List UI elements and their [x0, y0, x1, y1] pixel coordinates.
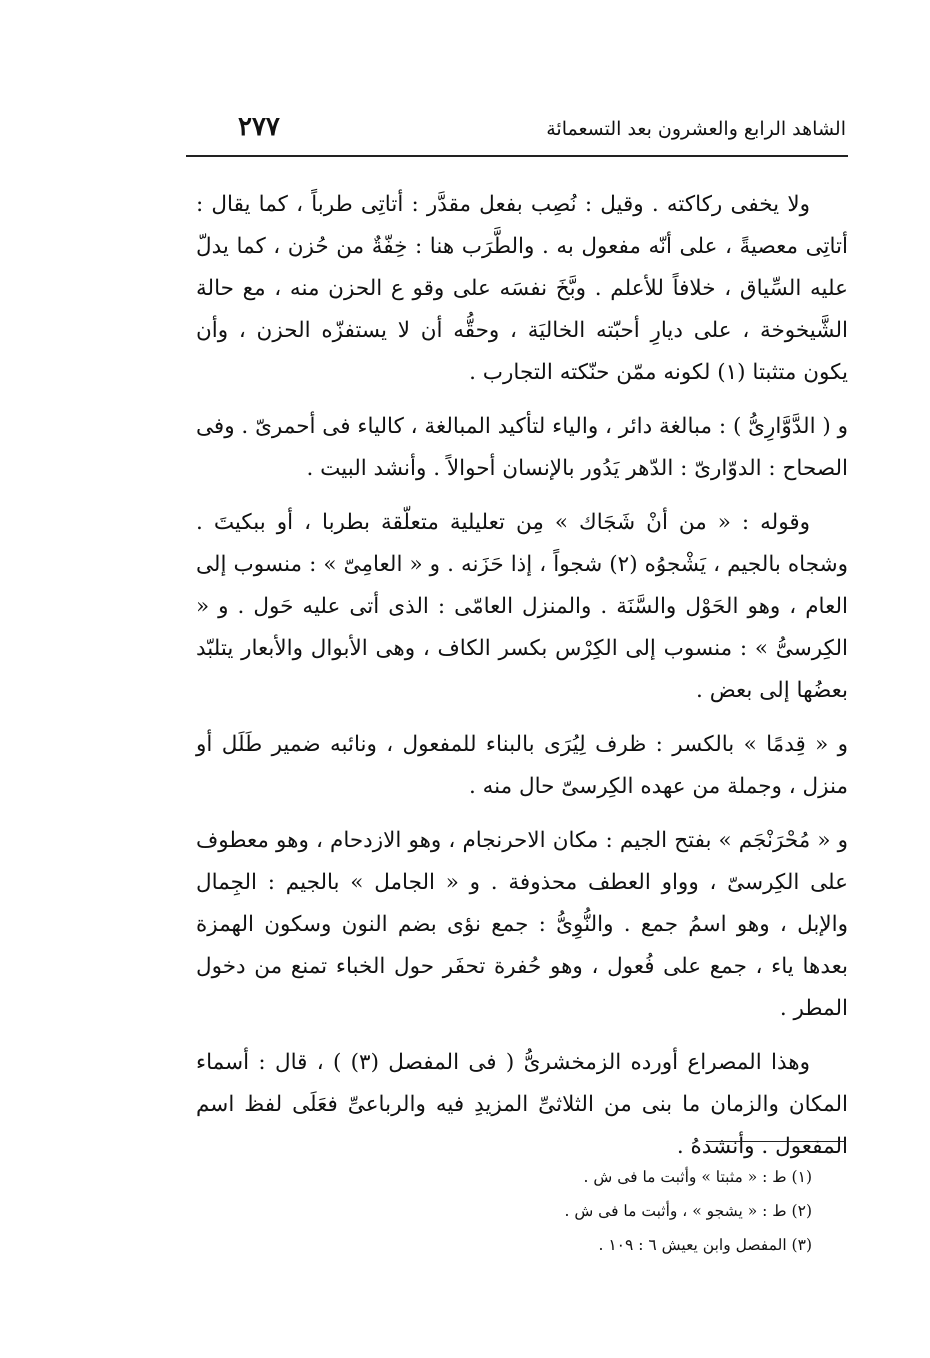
page-header: [186, 112, 846, 152]
footnote: (٣) المفصل وابن يعيش ٦ : ١٠٩ .: [598, 1236, 812, 1254]
paragraph: ولا يخفى ركاكته . وقيل : نُصِب بفعل مقدَّر : أتاتِى طرباً ، كما يقال : أتاتِى معصيةً ، على أنّه مفعول به . والطَّرَب هنا : خِفّةٌ من حُزن ، كما يدلّ عليه السِّياق ، خلافاً للأعلم . وبَّخَ نفسَه على وقو ع الحزن منه ، مع حالة الشَّيخوخة ، على ديارِ أحبّته الخاليَة ، وحقُّه أن لا يستفزّه الحزن ، وأن يكون متثبتا (١) لكونه ممّن حنّكته التجارب .: [196, 192, 848, 385]
main-text: [196, 184, 848, 1180]
footnotes: [300, 1160, 812, 1262]
paragraph: وهذا المصراع أورده الزمخشرىُّ ( فى المفصل (٣) ) ، قال : أسماء المكان والزمان ما بنى من الثلاثىِّ المزيدِ فيه والرباعىِّ فعَلَى لفظ اسم المفعول . وأنشدهُ .: [196, 1050, 848, 1159]
paragraph: وقوله : « من أنْ شَجَاك » مِن تعليلية متعلّقة بطربا ، أو ببكيتَ . وشجاه بالجيم ، يَشْجوُه (٢) شجواً ، إذا حَزَنه . و « العامِىّ » : منسوب إلى العام ، وهو الحَوْل والسَّنَة . والمنزل العامّى : الذى أتى عليه حَول . و « الكِرسىُّ » : منسوب إلى الكِرْس بكسر الكاف ، وهى الأبوال والأبعار يتلبّد بعضُها إلى بعض .: [196, 510, 848, 703]
footnote: (٢) ط : « يشجو » ، وأثبت ما فى ش .: [564, 1202, 812, 1220]
paragraph: و « مُحْرَنْجَم » بفتح الجيم : مكان الاحرنجام ، وهو الازدحام ، وهو معطوف على الكِرسىّ ، وواو العطف محذوفة . و « الجامل » بالجيم : الجِمال والإبل ، وهو اسمُ جمع . والنُّوِىُّ : جمع نؤى بضم النون وسكون الهمزة بعدها ياء ، جمع على فُعول ، وهو حُفرة تحفَر حول الخباء تمنع من دخول المطر .: [196, 828, 848, 1021]
page-number: ٢٧٧: [238, 112, 280, 142]
footnote-divider: [706, 1141, 846, 1142]
footnote: (١) ط : « مثبتا » وأثبت ما فى ش .: [583, 1168, 812, 1186]
paragraph: و « قِدمًا » بالكسر : ظرف لِيُرَى بالبناء للمفعول ، ونائبه ضمير طَلَل أو منزل ، وجملة من عهده الكِرسىّ حال منه .: [196, 732, 848, 799]
paragraph: و ( الدَّوَّارِىُّ ) : مبالغة دائر ، والياء لتأكيد المبالغة ، كالياء فى أحمرىّ . وفى الصحاح : الدوّارىّ : الدّهر يَدُور بالإنسان أحوالاً . وأنشد البيت .: [196, 414, 848, 481]
running-title: الشاهد الرابع والعشرون بعد التسعمائة: [546, 118, 846, 140]
header-divider: [186, 155, 848, 157]
